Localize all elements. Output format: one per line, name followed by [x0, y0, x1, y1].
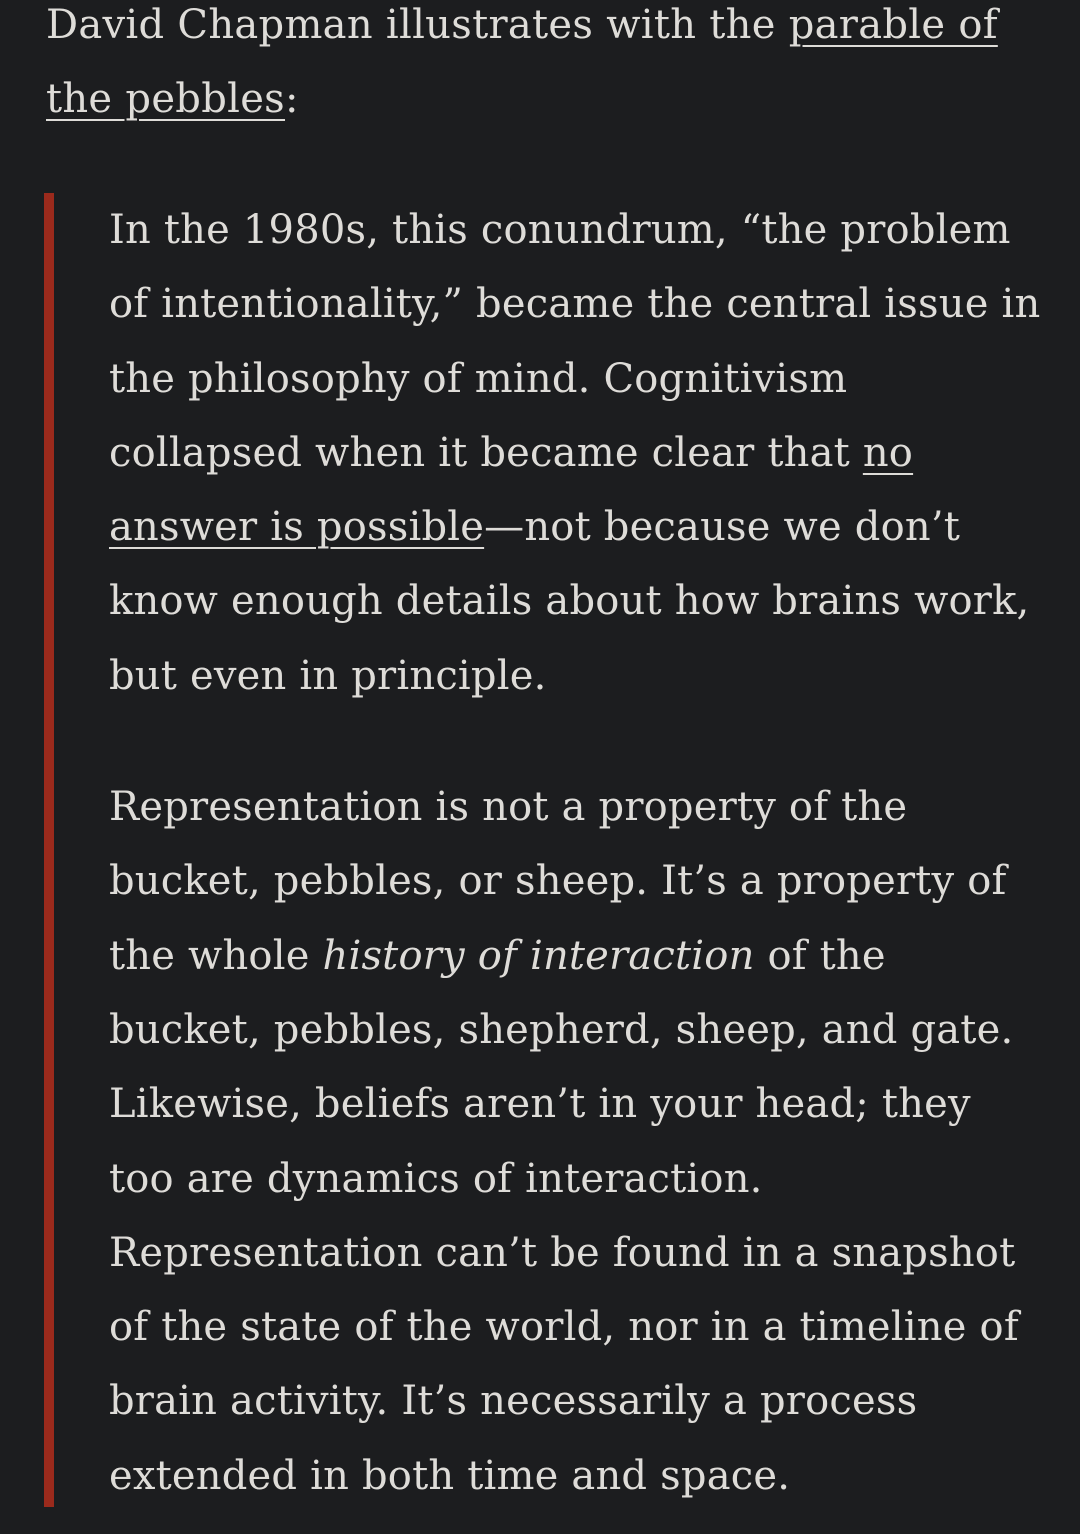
no-answer-is-possible-link[interactable]: no answer is possible [109, 429, 914, 551]
quote-p1-text: In the 1980s, this conundrum, “the problem of intentionality,” became the central issue in the philosophy of mind. Cognitivism collapsed when it became clear that [109, 207, 1041, 476]
quote-p1-text-after: —not because we don’t know enough details about how brains work, but even in principle. [109, 504, 1030, 699]
blockquote [44, 193, 1044, 1507]
quote-p2-emphasis: history of interaction [322, 932, 755, 979]
intro-text: David Chapman illustrates with the [46, 2, 789, 48]
parable-of-the-pebbles-link[interactable]: parable of the pebbles [46, 2, 998, 122]
quote-paragraph-1 [109, 193, 1044, 713]
intro-colon: : [285, 76, 299, 122]
quote-p2-text: Representation is not a property of the bucket, pebbles, or sheep. It’s a property of the whole [109, 784, 1007, 979]
intro-paragraph [46, 0, 1046, 136]
quote-p2-text-after: of the bucket, pebbles, shepherd, sheep, and gate. Likewise, beliefs aren’t in your head; they too are dynamics of interaction. Representation can’t be found in a snapshot of the state of the world, nor in a timeline of brain activity. It’s necessarily a process extended in both time and space. [109, 932, 1019, 1499]
quote-paragraph-2 [109, 770, 1044, 1513]
